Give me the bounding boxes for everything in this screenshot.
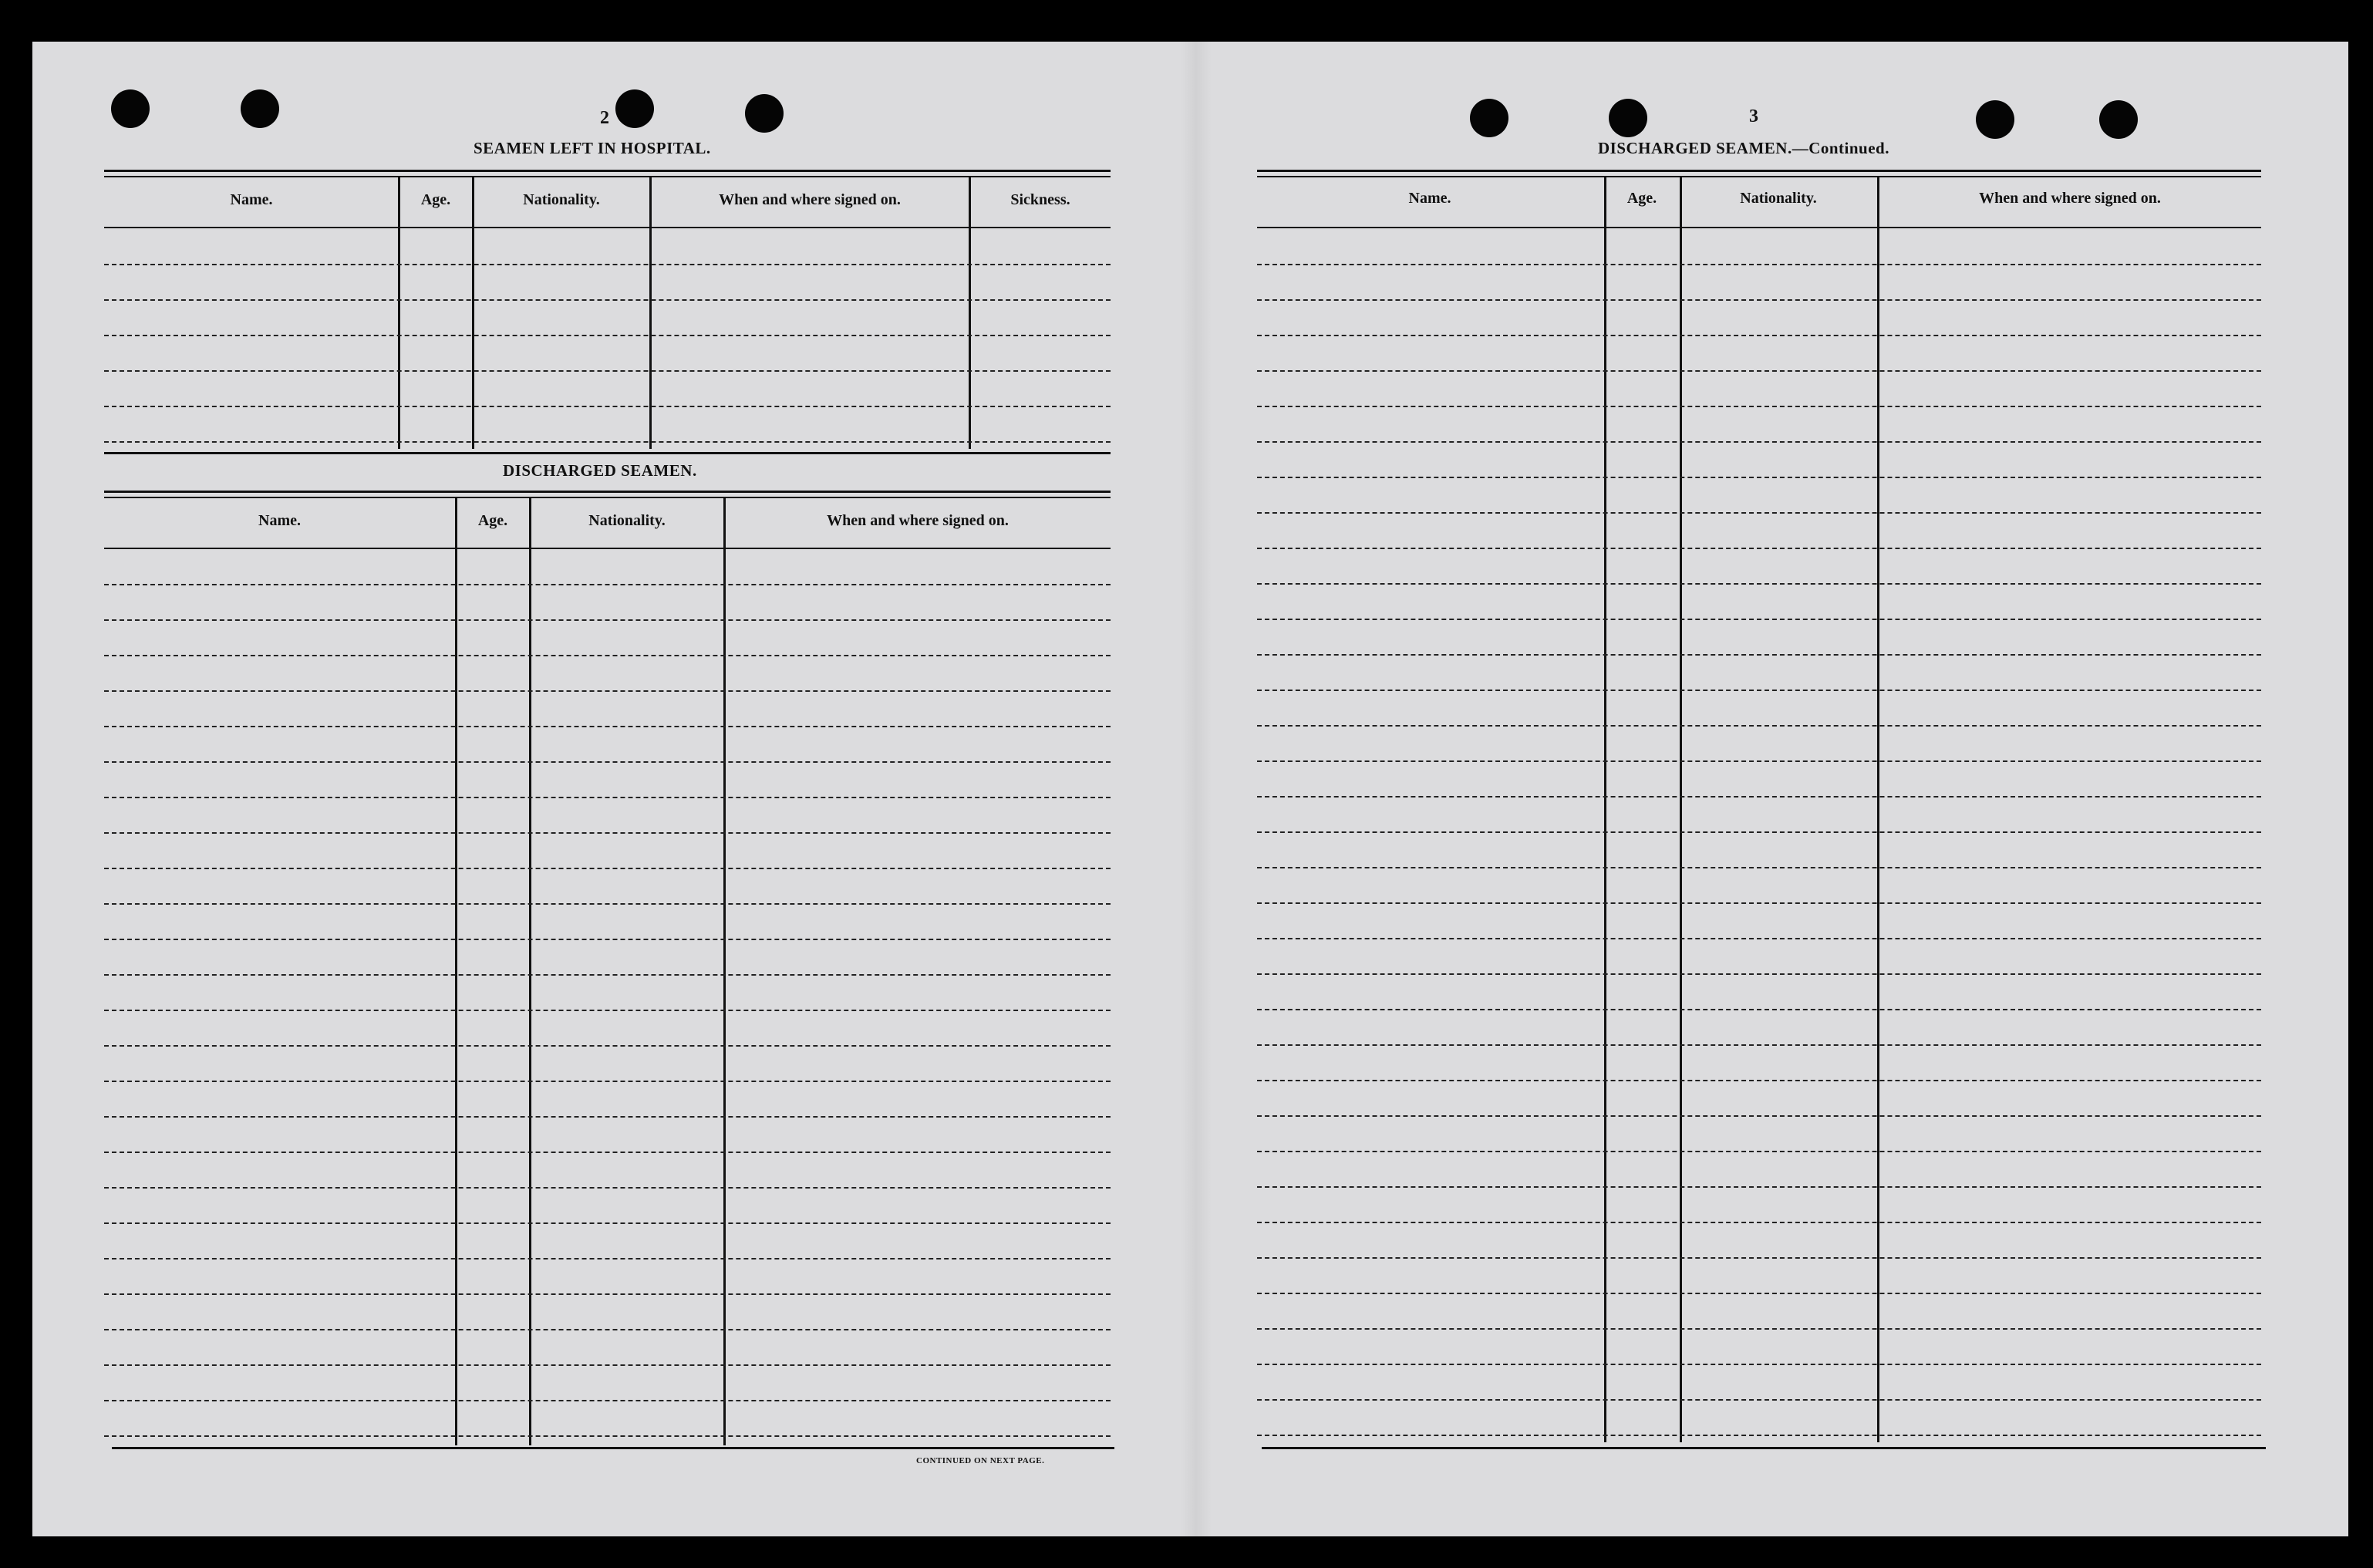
discharged-col-nationality: Nationality. (588, 512, 666, 529)
continued-col-signed-on: When and where signed on. (1979, 190, 2161, 207)
page-number-left: 2 (600, 108, 609, 128)
punch-hole (1609, 99, 1647, 137)
discharged-continued-title: DISCHARGED SEAMEN.—Continued. (1598, 139, 1889, 157)
hospital-col-age: Age. (420, 191, 451, 208)
continued-note: CONTINUED ON NEXT PAGE. (916, 1456, 1045, 1465)
discharged-col-age: Age. (477, 512, 508, 529)
discharged-col-name: Name. (258, 512, 301, 529)
hospital-table-title: SEAMEN LEFT IN HOSPITAL. (474, 139, 711, 157)
hospital-col-signed-on: When and where signed on. (719, 191, 901, 208)
discharged-col-signed-on: When and where signed on. (827, 512, 1009, 529)
punch-hole (2099, 100, 2138, 139)
hospital-col-sickness: Sickness. (1010, 191, 1070, 208)
punch-hole (745, 94, 784, 133)
page-number-right: 3 (1749, 106, 1758, 126)
continued-col-nationality: Nationality. (1740, 190, 1817, 207)
continued-col-name: Name. (1408, 190, 1451, 207)
discharged-table-title: DISCHARGED SEAMEN. (503, 461, 697, 480)
center-fold (1181, 42, 1212, 1536)
hospital-col-name: Name. (230, 191, 273, 208)
hospital-col-nationality: Nationality. (523, 191, 600, 208)
continued-col-age: Age. (1626, 190, 1657, 207)
punch-hole (615, 89, 654, 128)
punch-hole (241, 89, 279, 128)
punch-hole (1976, 100, 2014, 139)
punch-hole (1470, 99, 1508, 137)
punch-hole (111, 89, 150, 128)
